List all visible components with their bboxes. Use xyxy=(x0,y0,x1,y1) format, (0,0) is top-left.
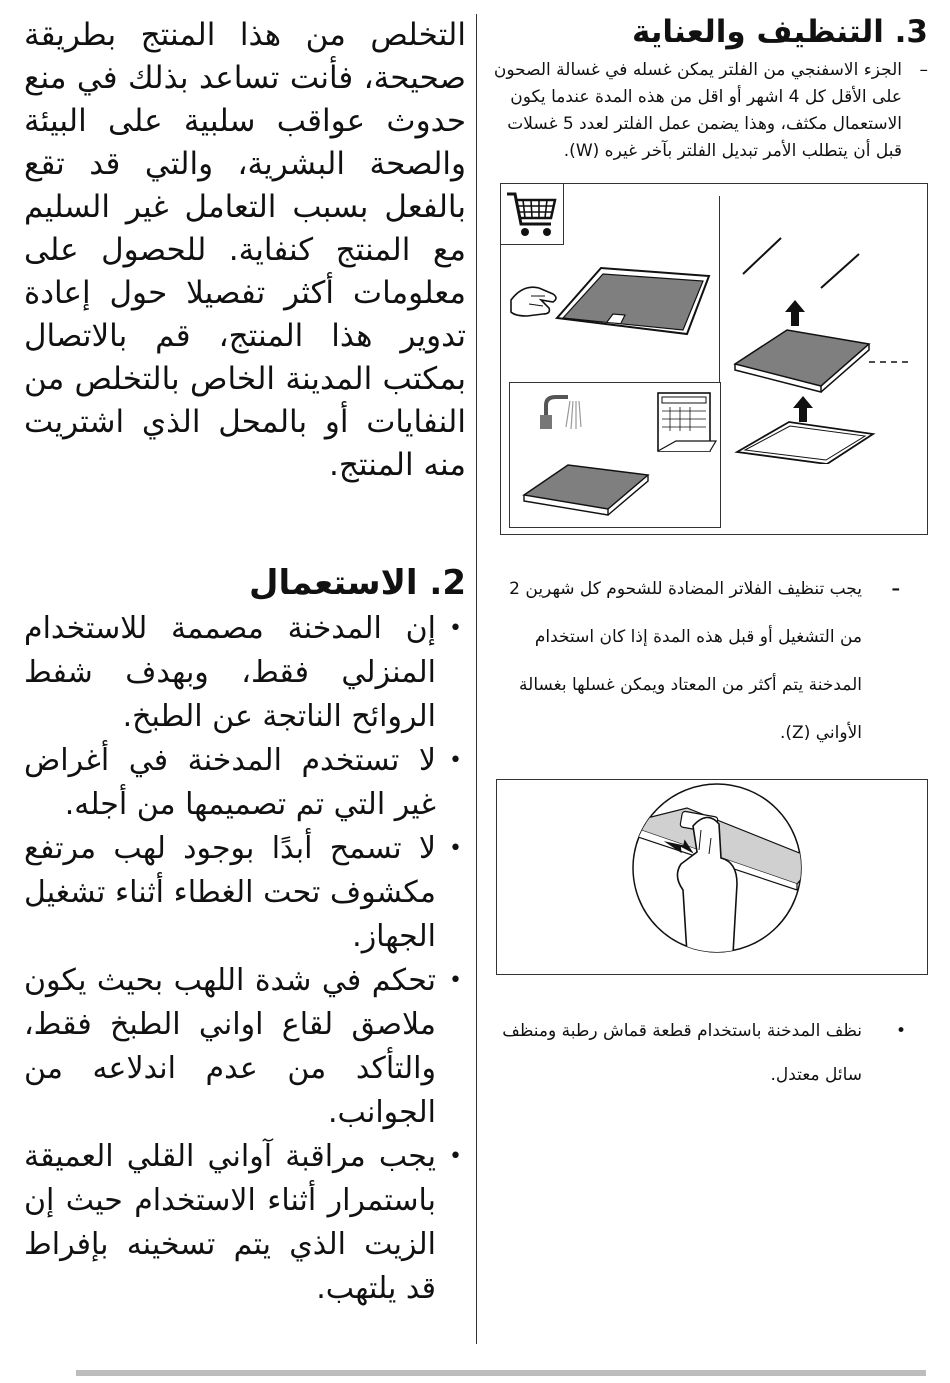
grease-filter-text: يجب تنظيف الفلاتر المضادة للشحوم كل شهرين 2 من التشغيل أو قبل هذه المدة إذا كان استخدام المدخنة يتم أكثر من المعتاد ويمكن غسلها بغسالة الأواني (Z). xyxy=(509,579,862,744)
usage-list xyxy=(24,607,466,1311)
filter-release-illustration xyxy=(497,780,927,974)
bullet-mark: • xyxy=(449,836,462,862)
section-2-title: 2. الاستعمال xyxy=(249,563,466,603)
usage-item-text: يجب مراقبة آواني القلي العميقة باستمرار أثناء الاستخدام حيث إن الزيت الذي يتم تسخينه بإفراط قد يلتهب. xyxy=(24,1139,436,1307)
grease-filter-figure xyxy=(496,779,928,975)
usage-column xyxy=(24,14,466,1311)
filter-removal-illustration xyxy=(509,254,714,364)
filter-lift-illustration xyxy=(723,234,923,464)
faucet-icon xyxy=(540,397,581,429)
usage-item xyxy=(24,959,466,1135)
bullet-mark: • xyxy=(449,1144,462,1170)
section-3-title: 3. التنظيف والعناية xyxy=(631,14,928,50)
dash-mark: – xyxy=(919,60,928,81)
usage-item xyxy=(24,827,466,959)
sponge-filter-instruction xyxy=(488,57,928,165)
hood-cleaning-instruction xyxy=(488,1009,928,1097)
washing-subfigure xyxy=(509,382,721,528)
hood-cleaning-text: نظف المدخنة باستخدام قطعة قماش رطبة ومنظف سائل معتدل. xyxy=(502,1021,862,1086)
hand-icon xyxy=(511,287,556,316)
bullet-mark: • xyxy=(449,616,462,642)
washing-illustration xyxy=(510,383,720,527)
usage-item xyxy=(24,1135,466,1311)
bullet-mark: • xyxy=(449,968,462,994)
column-divider xyxy=(476,14,477,1344)
usage-item-text: إن المدخنة مصممة للاستخدام المنزلي فقط، وبهدف شفط الروائح الناتجة عن الطبخ. xyxy=(24,611,436,735)
bullet-mark: • xyxy=(449,748,462,774)
dash-mark: – xyxy=(891,579,900,600)
usage-item-text: تحكم في شدة اللهب بحيث يكون ملاصق لقاع اواني الطبخ فقط، والتأكد من عدم اندلاعه من الجوانب. xyxy=(24,963,436,1131)
figure-divider xyxy=(719,196,720,382)
usage-item-text: لا تسمح أبدًا بوجود لهب مرتفع مكشوف تحت الغطاء أثناء تشغيل الجهاز. xyxy=(24,831,436,955)
usage-item xyxy=(24,739,466,827)
shopping-cart-icon xyxy=(501,184,563,244)
arrow-up-icon xyxy=(785,300,805,326)
section-3 xyxy=(488,14,928,1097)
filter-replacement-figure xyxy=(500,183,928,535)
arrow-up-icon xyxy=(793,396,813,422)
dishwasher-icon xyxy=(658,393,716,451)
sponge-filter-text: الجزء الاسفنجي من الفلتر يمكن غسله في غسالة الصحون على الأقل كل 4 اشهر أو اقل من هذه المدة عندما يكون الاستعمال مكثف، وهذا يضمن عمل الفلتر لعدد 5 غسلات قبل أن يتطلب الأمر تبديل الفلتر بآخر غيره (W). xyxy=(493,60,902,162)
usage-item xyxy=(24,607,466,739)
grease-filter-instruction xyxy=(488,565,928,757)
bullet-mark: • xyxy=(895,1021,906,1042)
footer-rule xyxy=(76,1370,926,1376)
cart-box xyxy=(501,184,564,245)
usage-item-text: لا تستخدم المدخنة في أغراض غير التي تم تصميمها من أجله. xyxy=(24,743,436,823)
disposal-paragraph: التخلص من هذا المنتج بطريقة صحيحة، فأنت تساعد بذلك في منع حدوث عواقب سلبية على البيئة والصحة البشرية، والتي قد تقع بالفعل بسبب التعامل غير السليم مع المنتج كنفاية. للحصول على معلومات أكثر تفصيلا حول إعادة تدوير هذا المنتج، قم بالاتصال بمكتب المدينة الخاص بالتخلص من النفايات أو بالمحل الذي اشتريت منه المنتج. xyxy=(24,17,466,483)
